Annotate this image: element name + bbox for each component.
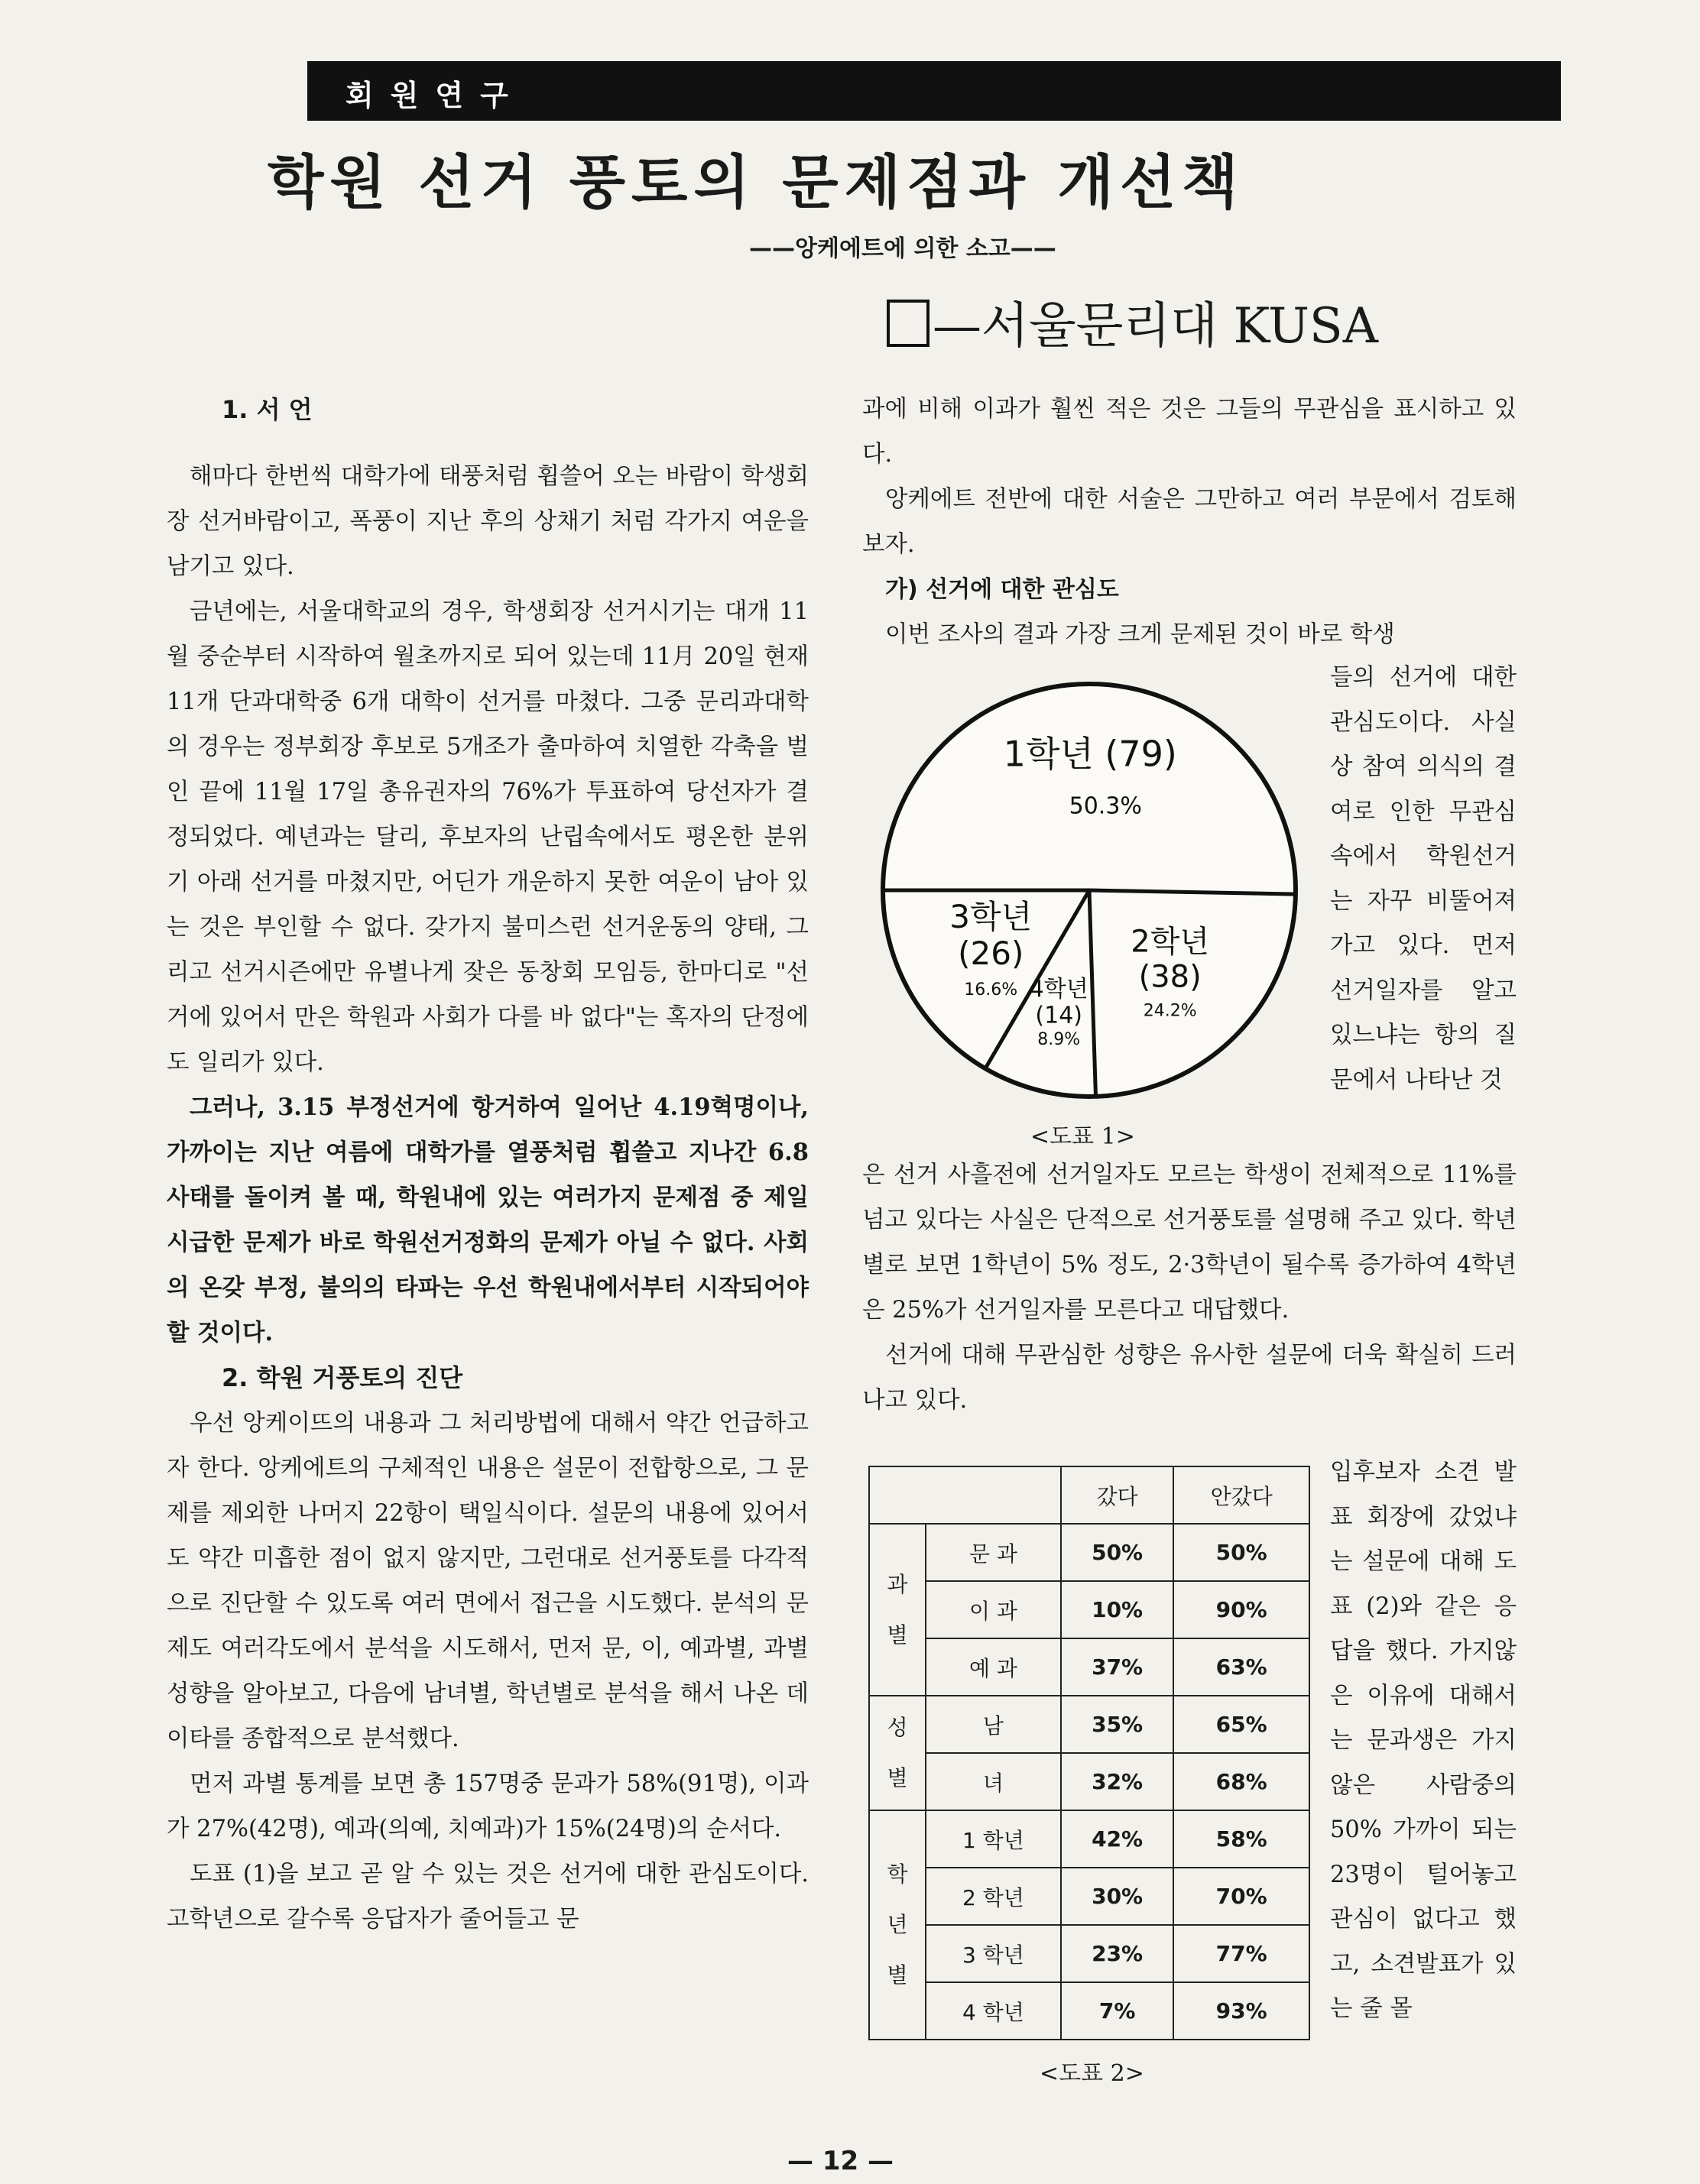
- table-cell-went: 42%: [1061, 1810, 1173, 1868]
- figure2-table: [868, 1466, 1310, 2040]
- table-row: [869, 1810, 1309, 1868]
- right-side-text-1: [1330, 656, 1517, 1103]
- paragraph: 앙케에트 전반에 대한 서술은 그만하고 여러 부문에서 검토해 보자.: [862, 486, 1517, 558]
- pie-slice-pct: 16.6%: [964, 980, 1018, 1000]
- paragraph: 우선 앙케이뜨의 내용과 그 처리방법에 대해서 약간 언급하고자 한다. 앙케에트의 구체적인 내용은 설문이 전합항으로, 그 문제를 제외한 나머지 22항이 택일식이다. 설문의 내용에 있어서도 약간 미흡한 점이 없지 않지만, 그런대로 선거풍토를 다각적으로 진단할 수 있도록 여러 면에서 접근을 시도했다. 분석의 문제도 여러각도에서 분석을 시도해서, 먼저 문, 이, 예과별, 과별 성향을 알아보고, 다음에 남녀별, 학년별로 분석을 해서 나온 데이타를 종합적으로 분석했다.: [167, 1410, 809, 1752]
- table-cell-notwent: 63%: [1173, 1638, 1309, 1696]
- figure1-caption: <도표 1>: [1030, 1123, 1135, 1150]
- table-cell-notwent: 65%: [1173, 1696, 1309, 1753]
- pie-slice-pct: 8.9%: [1037, 1030, 1081, 1050]
- table-row-label: 3 학년: [926, 1925, 1061, 1982]
- table-corner-cell: [869, 1466, 1061, 1524]
- left-column: [167, 387, 809, 1942]
- table-cell-notwent: 58%: [1173, 1810, 1309, 1868]
- table-row-label: 2 학년: [926, 1868, 1061, 1925]
- table-cell-went: 30%: [1061, 1868, 1173, 1925]
- pie-slice-pct: 50.3%: [1069, 792, 1142, 820]
- paragraph: 먼저 과별 통계를 보면 총 157명중 문과가 58%(91명), 이과가 27%(42명), 예과(의예, 치예과)가 15%(24명)의 순서다.: [167, 1771, 809, 1842]
- table-cell-went: 35%: [1061, 1696, 1173, 1753]
- table-group-cell: [869, 1810, 926, 2040]
- pie-slice-name: 3학년: [949, 897, 1033, 935]
- pie-slice-label-3: [1030, 976, 1088, 1049]
- paragraph: 금년에는, 서울대학교의 경우, 학생회장 선거시기는 대개 11월 중순부터 시작하여 월초까지로 되어 있는데 11月 20일 현재 11개 단과대학중 6개 대학이 선거를 마쳤다. 그중 문리과대학의 경우는 정부회장 후보로 5개조가 출마하여 치열한 각축을 벌인 끝에 11월 17일 총유권자의 76%가 투표하여 당선자가 결정되었다. 예년과는 달리, 후보자의 난립속에서도 평온한 분위기 아래 선거를 마쳤지만, 어딘가 개운하지 못한 여운이 남아 있는 것은 부인할 수 없다. 갖가지 불미스런 선거운동의 양태, 그리고 선거시즌에만 유별나게 잦은 동창회 모임등, 한마디로 "선거에 있어서 만은 학원과 사회가 다를 바 없다"는 혹자의 단정에도 일리가 있다.: [167, 598, 809, 1076]
- table-cell-notwent: 50%: [1173, 1524, 1309, 1581]
- table-header-cell: 안갔다: [1173, 1466, 1309, 1524]
- table-row: [869, 1753, 1309, 1810]
- table-cell-notwent: 77%: [1173, 1925, 1309, 1982]
- table-row-label: 예 과: [926, 1638, 1061, 1696]
- group-char: 과: [887, 1571, 908, 1597]
- paragraph: 과에 비해 이과가 훨씬 적은 것은 그들의 무관심을 표시하고 있다.: [862, 396, 1517, 468]
- paragraph: 선거에 대해 무관심한 성향은 유사한 설문에 더욱 확실히 드러나고 있다.: [862, 1342, 1517, 1414]
- group-char: 별: [887, 1622, 908, 1648]
- table-row-label: 1 학년: [926, 1810, 1061, 1868]
- figure2-table-wrap: [868, 1466, 1310, 2024]
- article-title: 학원 선거 풍토의 문제점과 개선책: [268, 148, 1244, 216]
- pie-slice-count: (38): [1138, 959, 1202, 995]
- table-group-cell: [869, 1524, 926, 1696]
- right-column-middle: [862, 1152, 1517, 1423]
- article-subtitle: ——앙케에트에 의한 소고——: [749, 235, 1056, 262]
- pie-chart-svg: [871, 672, 1307, 1108]
- table-cell-notwent: 70%: [1173, 1868, 1309, 1925]
- table-cell-went: 7%: [1061, 1982, 1173, 2040]
- table-row-label: 남: [926, 1696, 1061, 1753]
- pie-slice-name: 2학년: [1131, 924, 1210, 960]
- paragraph: 도표 (1)을 보고 곧 알 수 있는 것은 선거에 대한 관심도이다. 고학년으로 갈수록 응답자가 줄어들고 문: [167, 1861, 809, 1933]
- group-char: 학: [887, 1862, 908, 1887]
- table-cell-notwent: 93%: [1173, 1982, 1309, 2040]
- table-cell-went: 32%: [1061, 1753, 1173, 1810]
- section-heading-intro: 1. 서 언: [222, 395, 313, 424]
- paragraph: 은 선거 사흘전에 선거일자도 모르는 학생이 전체적으로 11%를 넘고 있다는 사실은 단적으로 선거풍토를 설명해 주고 있다. 학년별로 보면 1학년이 5% 정도, 2·3학년이 될수록 증가하여 4학년은 25%가 선거일자를 모른다고 대답했다.: [862, 1162, 1517, 1324]
- page-number: — 12 —: [787, 2146, 894, 2176]
- paragraph: 이번 조사의 결과 가장 크게 문제된 것이 바로 학생: [885, 621, 1395, 648]
- table-row: [869, 1925, 1309, 1982]
- pie-slice-count: (26): [958, 935, 1024, 973]
- pie-slice-name: 1학년 (79): [1003, 733, 1177, 775]
- table-cell-notwent: 90%: [1173, 1581, 1309, 1638]
- table-row: [869, 1982, 1309, 2040]
- table-header-row: [869, 1466, 1309, 1524]
- table-group-cell: [869, 1696, 926, 1810]
- paragraph: 입후보자 소견 발표 회장에 갔었냐는 설문에 대해 도표 (2)와 같은 응답을 했다. 가지않은 이유에 대해서는 문과생은 가지 않은 사람중의 50% 가까이 되는 23명이 털어놓고 관심이 없다고 했고, 소견발표가 있는 줄 몰: [1330, 1459, 1517, 2022]
- table-row: [869, 1638, 1309, 1696]
- author-name: —서울문리대 KUSA: [933, 298, 1378, 355]
- paragraph: 해마다 한번씩 대학가에 태풍처럼 휩쓸어 오는 바람이 학생회장 선거바람이고, 폭풍이 지난 후의 상채기 처럼 각가지 여운을 남기고 있다.: [167, 463, 809, 580]
- section-heading-diagnosis: 2. 학원 거풍토의 진단: [222, 1363, 463, 1392]
- pie-slice-name: 4학년: [1029, 976, 1088, 1003]
- table-cell-notwent: 68%: [1173, 1753, 1309, 1810]
- right-column-top: [862, 387, 1517, 657]
- paragraph: 들의 선거에 대한 관심도이다. 사실상 참여 의식의 결여로 인한 무관심속에서 학원선거는 자꾸 비뚤어져 가고 있다. 먼저 선거일자를 알고 있느냐는 항의 질문에서 나타난 것: [1330, 664, 1517, 1094]
- table-row-label: 이 과: [926, 1581, 1061, 1638]
- pie-chart: [871, 672, 1307, 1108]
- table-row: [869, 1581, 1309, 1638]
- pie-slice-pct: 24.2%: [1143, 1001, 1197, 1021]
- table-row-label: 문 과: [926, 1524, 1061, 1581]
- box-icon: [887, 300, 929, 347]
- table-cell-went: 50%: [1061, 1524, 1173, 1581]
- table-row: [869, 1696, 1309, 1753]
- table-cell-went: 23%: [1061, 1925, 1173, 1982]
- table-cell-went: 10%: [1061, 1581, 1173, 1638]
- table-row-label: 녀: [926, 1753, 1061, 1810]
- section-banner: [307, 61, 1561, 121]
- table-row-label: 4 학년: [926, 1982, 1061, 2040]
- group-char: 별: [887, 1765, 908, 1790]
- right-side-text-2: [1330, 1450, 1517, 2032]
- group-char: 성: [887, 1715, 908, 1740]
- author-line: [887, 287, 1378, 357]
- subsection-heading: 가) 선거에 대한 관심도: [885, 576, 1119, 603]
- table-row: [869, 1524, 1309, 1581]
- table-header-cell: 갔다: [1061, 1466, 1173, 1524]
- group-char: 년: [887, 1912, 908, 1937]
- section-label: 회원연구: [346, 79, 525, 112]
- figure2-caption: <도표 2>: [1040, 2060, 1144, 2087]
- paragraph: 그러나, 3.15 부정선거에 항거하여 일어난 4.19혁명이나, 가까이는 지난 여름에 대학가를 열풍처럼 휩쓸고 지나간 6.8 사태를 돌이켜 볼 때, 학원내에 있는 여러가지 문제점 중 제일 시급한 문제가 바로 학원선거정화의 문제가 아닐 수 없다. 사회의 온갖 부정, 불의의 타파는 우선 학원내에서부터 시작되어야 할 것이다.: [167, 1094, 809, 1346]
- table-cell-went: 37%: [1061, 1638, 1173, 1696]
- pie-slice-count: (14): [1035, 1002, 1083, 1029]
- group-char: 별: [887, 1962, 908, 1988]
- table-row: [869, 1868, 1309, 1925]
